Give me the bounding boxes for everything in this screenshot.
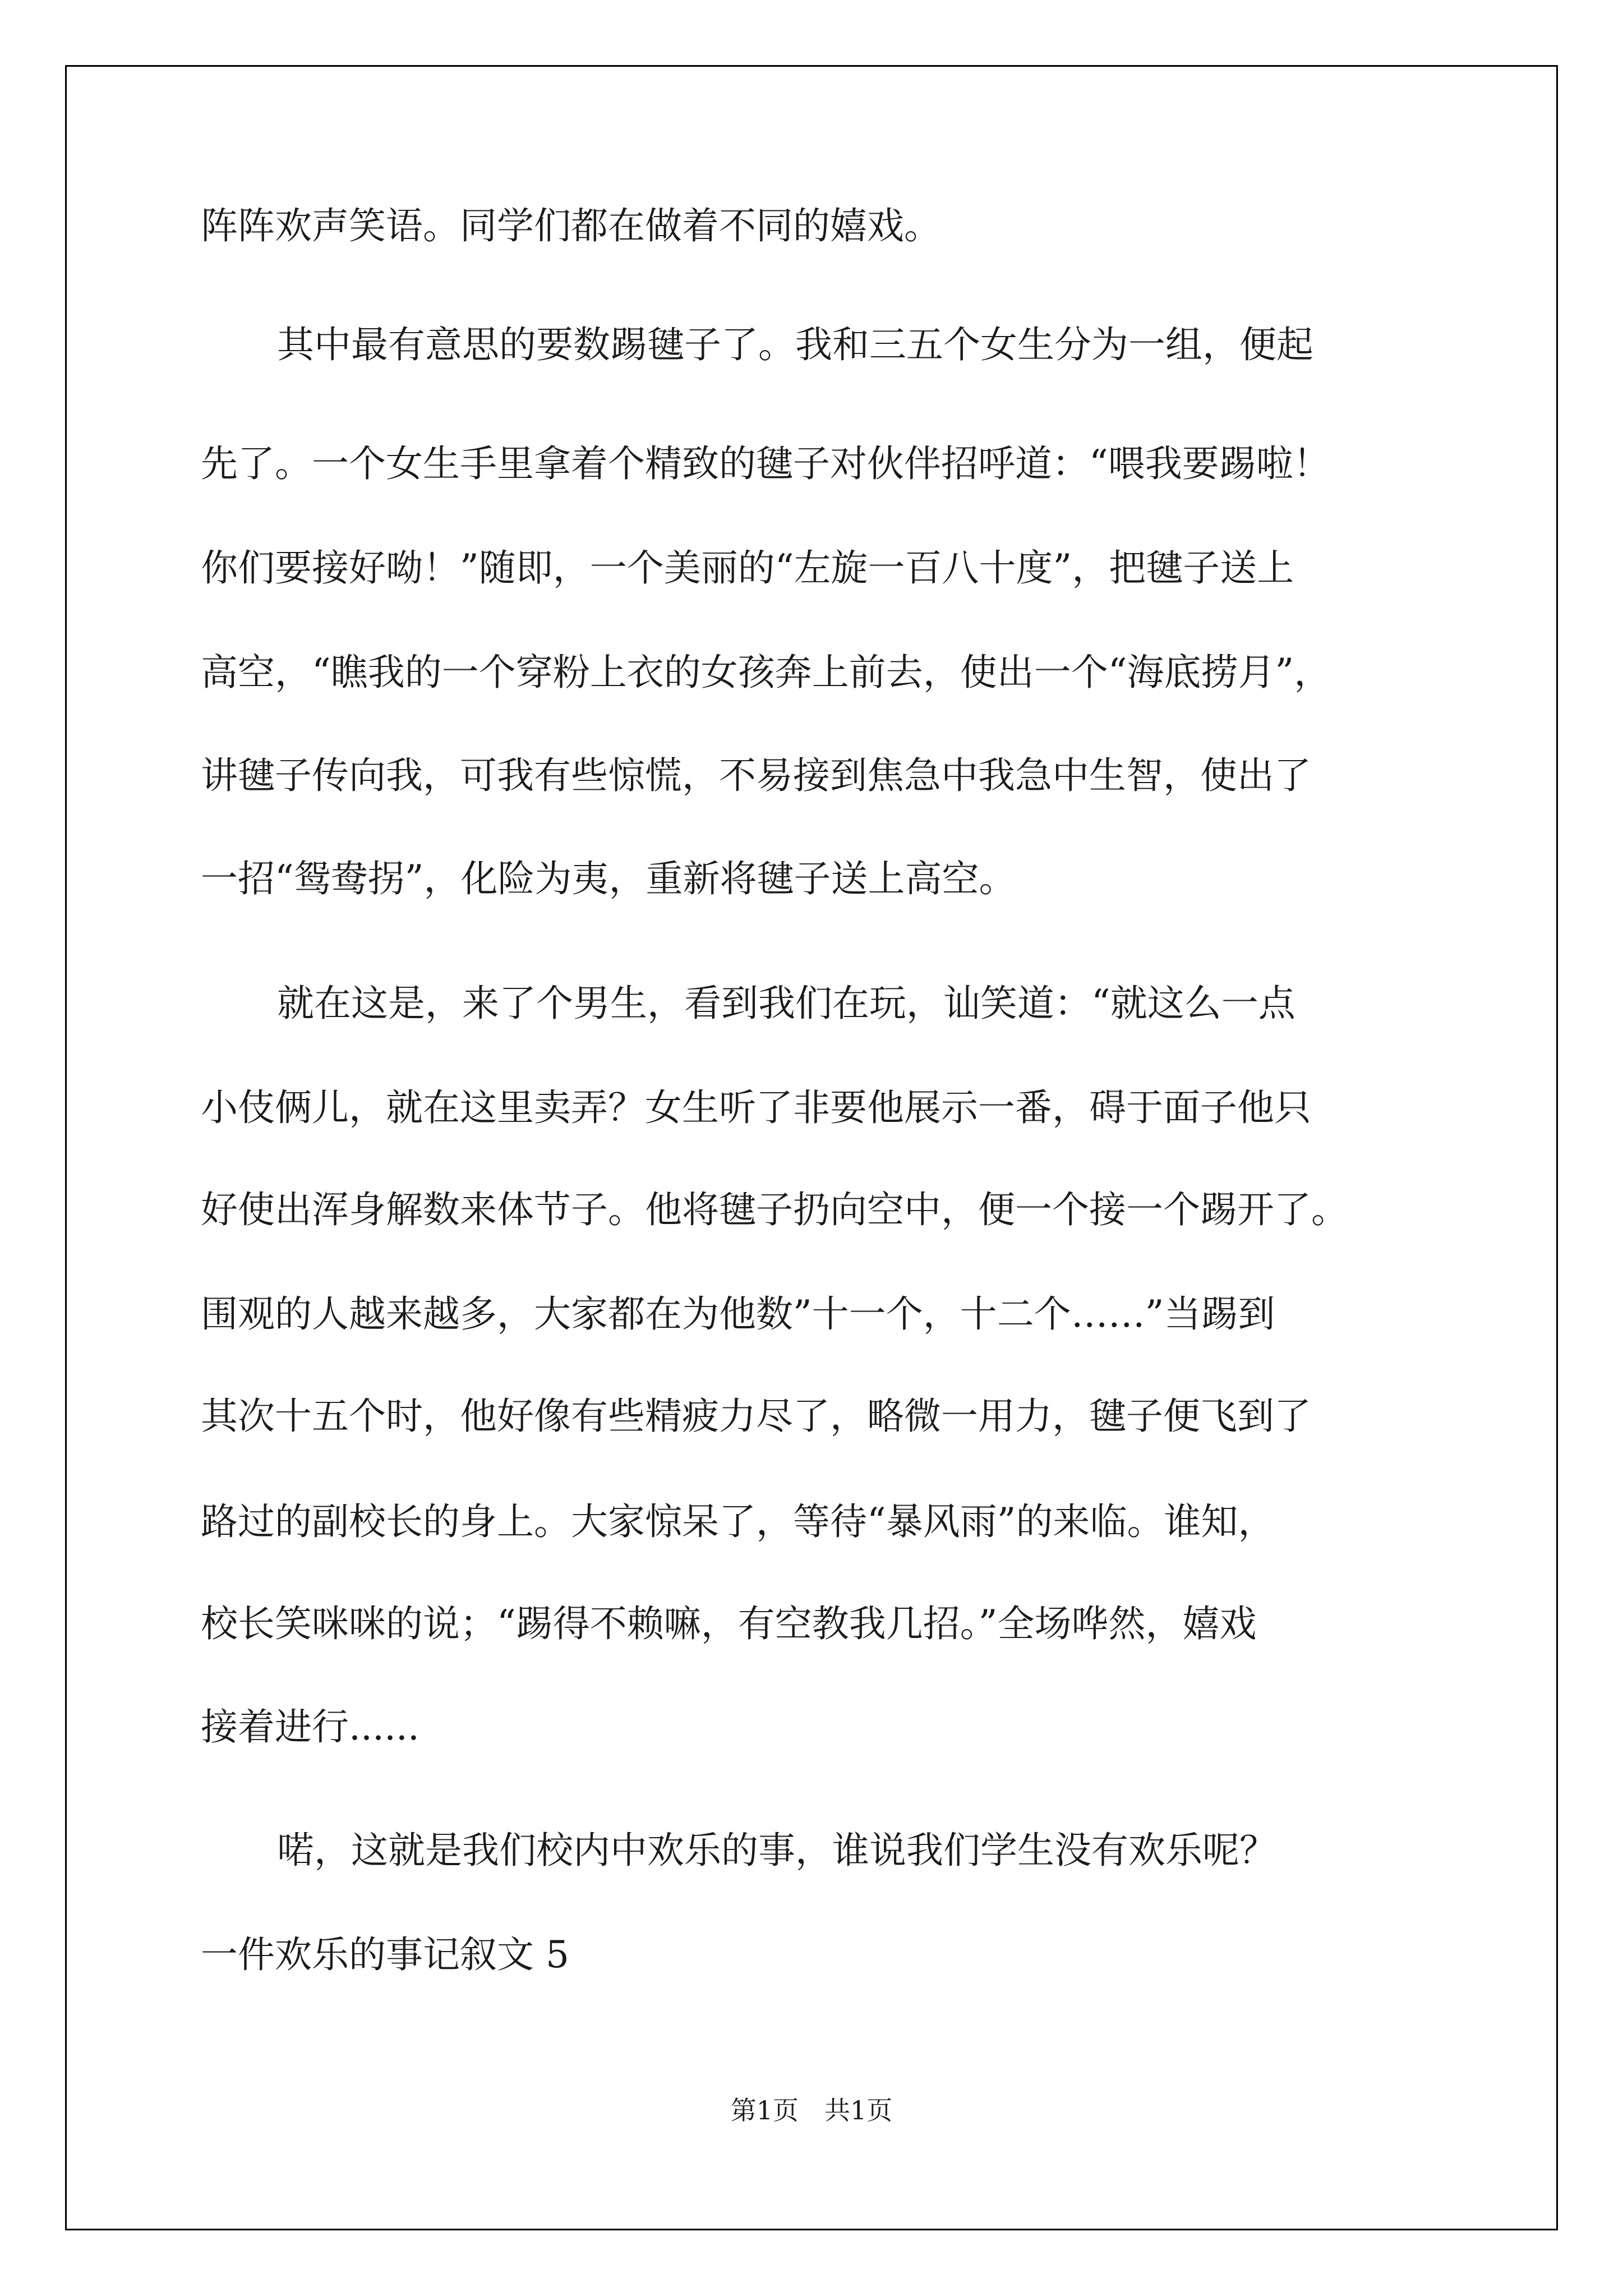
text-line: 喏，这就是我们校内中欢乐的事，谁说我们学生没有欢乐呢？ <box>277 1829 1276 1872</box>
text-line: 就在这是，来了个男生，看到我们在玩，讪笑道：“就这么一点 <box>277 982 1295 1025</box>
text-line: 其中最有意思的要数踢毽子了。我和三五个女生分为一组，便起 <box>277 323 1313 366</box>
text-line: 高空，“瞧我的一个穿粉上衣的女孩奔上前去，使出一个“海底捞月”， <box>201 651 1331 694</box>
text-line: 路过的副校长的身上。大家惊呆了，等待“暴风雨”的来临。谁知， <box>201 1500 1275 1543</box>
text-line: 一招“鸳鸯拐”，化险为夷，重新将毽子送上高空。 <box>201 857 1016 900</box>
page-footer: 第1页 共1页 <box>730 2095 893 2125</box>
text-line: 好使出浑身解数来体节子。他将毽子扔向空中，便一个接一个踢开了。 <box>201 1188 1348 1231</box>
text-line: 接着进行...... <box>201 1705 419 1749</box>
text-line: 小伎俩儿，就在这里卖弄？女生听了非要他展示一番，碍于面子他只 <box>201 1086 1311 1129</box>
page-border <box>65 65 1558 2230</box>
text-line: 围观的人越来越多，大家都在为他数”十一个，十二个……”当踢到 <box>201 1292 1275 1336</box>
text-line: 你们要接好呦！”随即，一个美丽的“左旋一百八十度”，把毽子送上 <box>201 546 1294 590</box>
text-line: 阵阵欢声笑语。同学们都在做着不同的嬉戏。 <box>201 204 941 247</box>
text-line: 先了。一个女生手里拿着个精致的毽子对伙伴招呼道：“喂我要踢啦！ <box>201 442 1330 485</box>
text-line: 其次十五个时，他好像有些精疲力尽了，略微一用力，毽子便飞到了 <box>201 1395 1311 1438</box>
text-line: 讲毽子传向我，可我有些惊慌，不易接到焦急中我急中生智，使出了 <box>201 754 1311 797</box>
text-line: 校长笑咪咪的说；“踢得不赖嘛，有空教我几招。”全场哗然，嬉戏 <box>201 1602 1257 1645</box>
section-heading: 一件欢乐的事记叙文 5 <box>201 1933 569 1976</box>
